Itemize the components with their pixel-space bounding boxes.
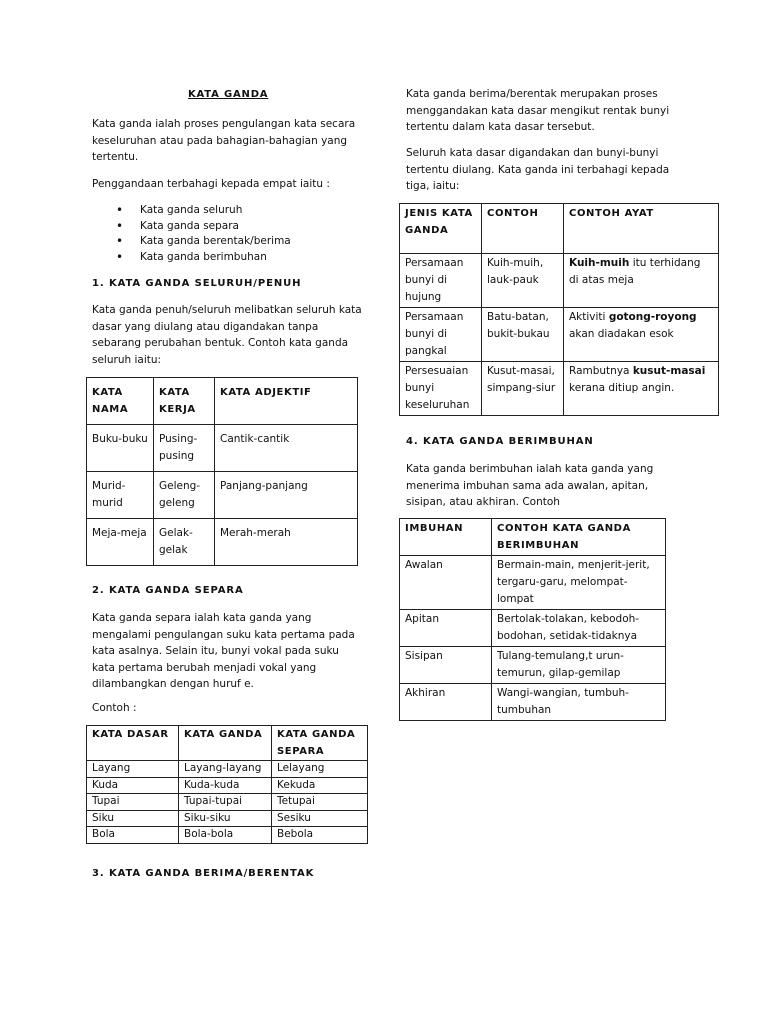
section-3-text: Kata ganda berima/berentak merupakan proses menggandakan kata dasar mengikut rentak bunyi tertentu dalam kata dasar tersebut.	[406, 88, 670, 133]
table-row	[400, 647, 666, 684]
table-cell: Kuda	[87, 777, 179, 794]
section-4-heading: 4. KATA GANDA BERIMBUHAN	[406, 436, 594, 447]
table-header: KATA GANDA SEPARA	[272, 726, 368, 761]
table-kata-ganda-berimbuhan	[399, 518, 666, 721]
table-cell: Merah-merah	[215, 519, 358, 566]
table-cell: Panjang-panjang	[215, 472, 358, 519]
table-cell: Wangi-wangian, tumbuh-tumbuhan	[492, 684, 666, 721]
section-2-heading: 2. KATA GANDA SEPARA	[92, 585, 244, 596]
table-kata-ganda-seluruh	[86, 377, 358, 566]
table-cell: Tupai	[87, 794, 179, 811]
table-row	[87, 425, 358, 472]
bold-example: kusut-masai	[632, 365, 706, 377]
sentence-text: kerana ditiup angin.	[569, 382, 675, 394]
table-row	[400, 308, 719, 362]
table-header: JENIS KATA GANDA	[400, 204, 482, 254]
table-header: IMBUHAN	[400, 519, 492, 556]
table-cell: Buku-buku	[87, 425, 154, 472]
table-cell: Tetupai	[272, 794, 368, 811]
table-cell: Gelak-gelak	[154, 519, 215, 566]
table-cell: Kuda-kuda	[179, 777, 272, 794]
section-3-heading: 3. KATA GANDA BERIMA/BERENTAK	[92, 868, 315, 879]
intro-paragraph: Kata ganda ialah proses pengulangan kata secara keseluruhan atau pada bahagian-bahagian yang tertentu.	[92, 118, 356, 163]
table-cell: Geleng-geleng	[154, 472, 215, 519]
sentence-text: akan diadakan esok	[569, 328, 674, 340]
section-2-text: Kata ganda separa ialah kata ganda yang mengalami pengulangan suku kata pertama pada kata asalnya. Selain itu, bunyi vokal pada suku kata pertama berubah menjadi vokal yang dilambangkan dengan huruf e.	[92, 612, 355, 690]
sentence-text: itu terhidang di atas meja	[569, 257, 701, 286]
table-cell: Akhiran	[400, 684, 492, 721]
table-cell: Sesiku	[272, 810, 368, 827]
table-cell: Siku	[87, 810, 179, 827]
sentence-text: Rambutnya	[569, 365, 633, 377]
bold-example: Kuih-muih	[569, 257, 630, 269]
list-item: • Kata ganda berimbuhan	[116, 250, 366, 266]
list-item: • Kata ganda berentak/berima	[116, 234, 366, 250]
table-header: CONTOH AYAT	[564, 204, 719, 254]
table-row	[87, 472, 358, 519]
page-title: KATA GANDA	[188, 89, 269, 100]
table-cell: Awalan	[400, 556, 492, 610]
list-item: • Kata ganda separa	[116, 219, 366, 235]
table-row	[87, 810, 368, 827]
table-header: KATA DASAR	[87, 726, 179, 761]
table-header: CONTOH	[482, 204, 564, 254]
table-kata-ganda-berima	[399, 203, 719, 416]
table-cell: Kuih-muih, lauk-pauk	[482, 254, 564, 308]
section-2-contoh-label: Contoh :	[92, 702, 137, 714]
table-cell	[564, 254, 719, 308]
table-cell	[564, 362, 719, 416]
section-3-text-2: Seluruh kata dasar digandakan dan bunyi-bunyi tertentu diulang. Kata ganda ini terbahagi kepada tiga, iaitu:	[406, 147, 670, 192]
table-row	[400, 254, 719, 308]
table-cell: Bola-bola	[179, 827, 272, 844]
table-row	[400, 610, 666, 647]
list-item: • Kata ganda seluruh	[116, 203, 366, 219]
sentence-text: Aktiviti	[569, 311, 609, 323]
table-cell: Pusing-pusing	[154, 425, 215, 472]
table-header: KATA ADJEKTIF	[215, 378, 358, 425]
table-cell: Layang-layang	[179, 761, 272, 778]
table-row	[87, 777, 368, 794]
bold-example: gotong-royong	[608, 311, 697, 323]
table-header: KATA GANDA	[179, 726, 272, 761]
table-cell: Batu-batan, bukit-bukau	[482, 308, 564, 362]
table-cell: Bermain-main, menjerit-jerit, tergaru-garu, melompat-lompat	[492, 556, 666, 610]
table-row	[87, 827, 368, 844]
table-cell: Tulang-temulang,t urun-temurun, gilap-gemilap	[492, 647, 666, 684]
table-cell: Meja-meja	[87, 519, 154, 566]
table-cell: Bebola	[272, 827, 368, 844]
table-header: CONTOH KATA GANDA BERIMBUHAN	[492, 519, 666, 556]
table-kata-ganda-separa	[86, 725, 368, 844]
table-cell: Sisipan	[400, 647, 492, 684]
table-row	[87, 794, 368, 811]
table-row	[400, 684, 666, 721]
table-cell: Bola	[87, 827, 179, 844]
table-cell	[564, 308, 719, 362]
section-4-text: Kata ganda berimbuhan ialah kata ganda yang menerima imbuhan sama ada awalan, apitan, sisipan, atau akhiran. Contoh	[406, 463, 654, 508]
table-row	[400, 362, 719, 416]
table-cell: Apitan	[400, 610, 492, 647]
table-cell: Lelayang	[272, 761, 368, 778]
table-cell: Kusut-masai, simpang-siur	[482, 362, 564, 416]
table-row	[87, 519, 358, 566]
types-list	[116, 203, 366, 265]
table-cell: Persamaan bunyi di hujung	[400, 254, 482, 308]
table-cell: Kekuda	[272, 777, 368, 794]
section-1-text: Kata ganda penuh/seluruh melibatkan seluruh kata dasar yang diulang atau digandakan tanpa sebarang perubahan bentuk. Contoh kata ganda seluruh iaitu:	[92, 304, 362, 366]
table-cell: Cantik-cantik	[215, 425, 358, 472]
table-header: KATA KERJA	[154, 378, 215, 425]
table-cell: Tupai-tupai	[179, 794, 272, 811]
intro-types-paragraph: Penggandaan terbahagi kepada empat iaitu :	[92, 178, 330, 190]
table-cell: Siku-siku	[179, 810, 272, 827]
table-row	[400, 556, 666, 610]
table-cell: Murid-murid	[87, 472, 154, 519]
table-cell: Layang	[87, 761, 179, 778]
table-cell: Bertolak-tolakan, kebodoh-bodohan, setidak-tidaknya	[492, 610, 666, 647]
section-1-heading: 1. KATA GANDA SELURUH/PENUH	[92, 278, 302, 289]
table-cell: Persamaan bunyi di pangkal	[400, 308, 482, 362]
table-cell: Persesuaian bunyi keseluruhan	[400, 362, 482, 416]
table-header: KATA NAMA	[87, 378, 154, 425]
table-row	[87, 761, 368, 778]
